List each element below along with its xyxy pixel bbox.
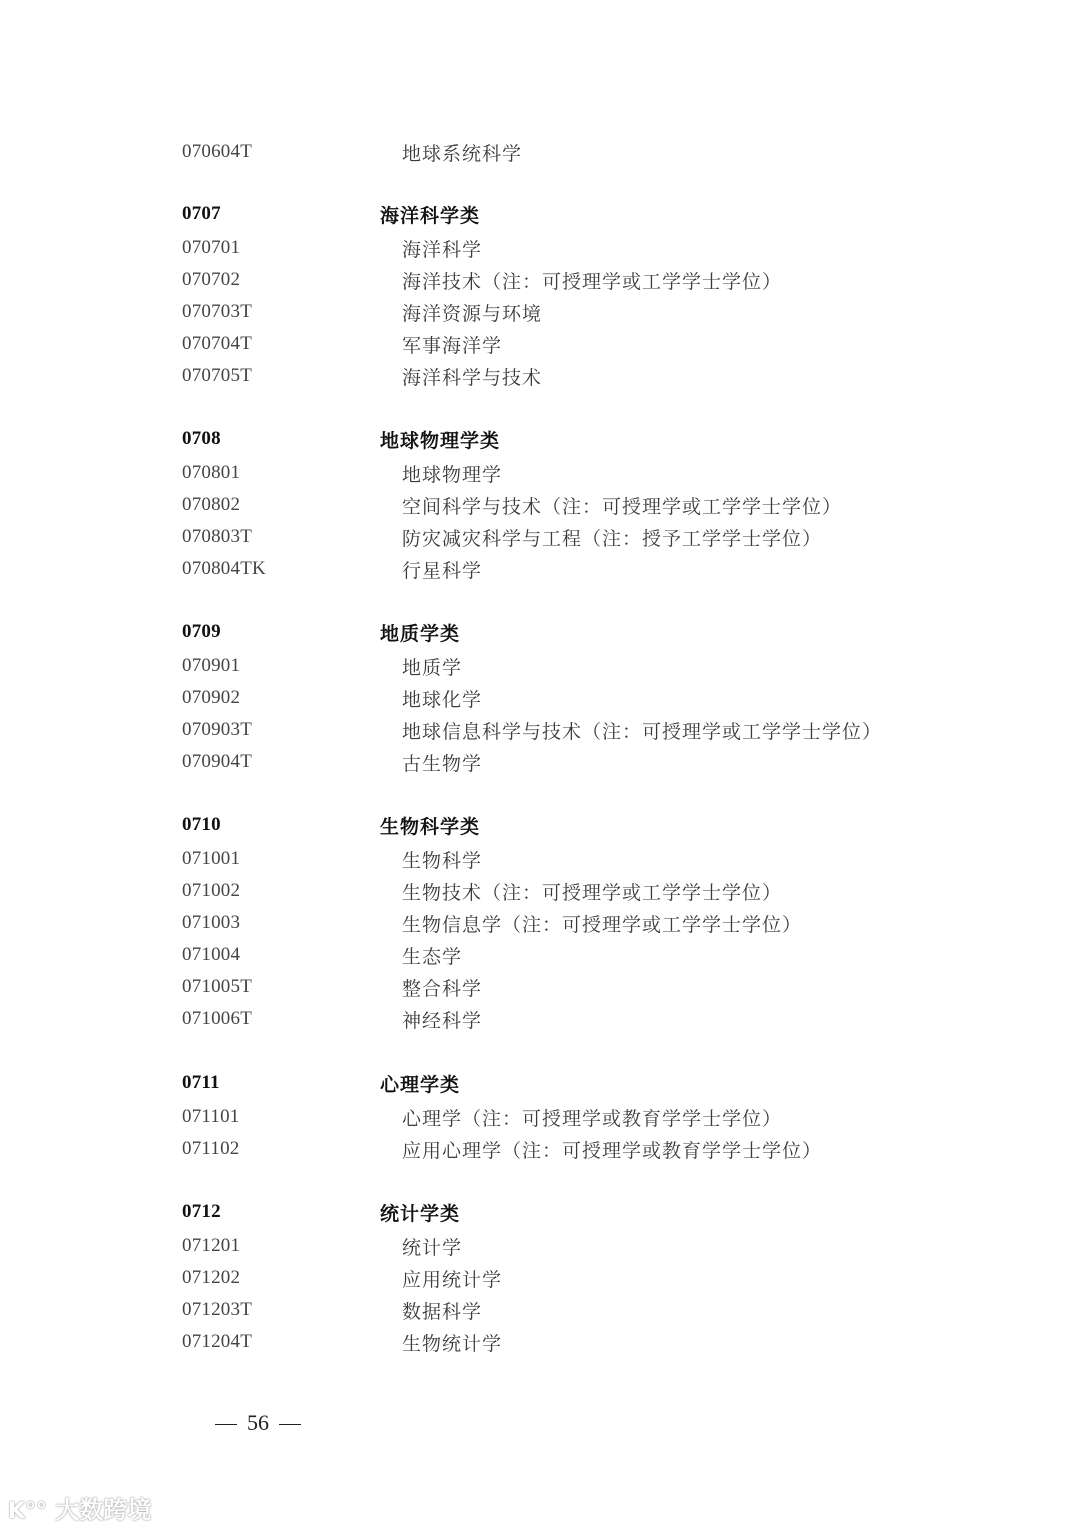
major-row xyxy=(0,364,1080,396)
category-code: 0709 xyxy=(182,621,221,642)
major-name: 海洋科学 xyxy=(402,239,483,261)
category-name: 地质学类 xyxy=(380,623,461,645)
major-row xyxy=(0,493,1080,525)
major-name: 地球系统科学 xyxy=(402,143,523,165)
major-code: 070705T xyxy=(182,365,253,386)
major-name: 防灾减灾科学与工程（注：授予工学学士学位） xyxy=(402,528,823,550)
major-code: 071005T xyxy=(182,976,253,997)
major-row xyxy=(0,1105,1080,1137)
major-name: 地质学 xyxy=(402,657,463,679)
major-row xyxy=(0,654,1080,686)
major-row xyxy=(0,718,1080,750)
major-name: 地球信息科学与技术（注：可授理学或工学学士学位） xyxy=(402,721,883,743)
major-code: 071006T xyxy=(182,1008,253,1029)
major-name: 生物统计学 xyxy=(402,1333,503,1355)
major-name: 应用心理学（注：可授理学或教育学学士学位） xyxy=(402,1140,823,1162)
category-row xyxy=(0,427,1080,459)
major-name: 统计学 xyxy=(402,1237,463,1259)
category-row xyxy=(0,1071,1080,1103)
major-name: 地球物理学 xyxy=(402,464,503,486)
major-name: 神经科学 xyxy=(402,1010,483,1032)
major-row xyxy=(0,847,1080,879)
major-name: 数据科学 xyxy=(402,1301,483,1323)
major-code: 071003 xyxy=(182,912,241,933)
major-name: 海洋科学与技术 xyxy=(402,367,543,389)
major-row xyxy=(0,140,1080,172)
category-name: 地球物理学类 xyxy=(380,430,501,452)
major-code: 070704T xyxy=(182,333,253,354)
category-name: 生物科学类 xyxy=(380,816,481,838)
major-row xyxy=(0,911,1080,943)
major-row xyxy=(0,525,1080,557)
major-code: 070903T xyxy=(182,719,253,740)
major-code: 070803T xyxy=(182,526,253,547)
major-code: 071201 xyxy=(182,1235,241,1256)
category-name: 统计学类 xyxy=(380,1203,461,1225)
category-row xyxy=(0,202,1080,234)
page-number xyxy=(205,1410,311,1436)
major-code: 071004 xyxy=(182,944,241,965)
category-code: 0711 xyxy=(182,1072,220,1093)
major-code: 070804TK xyxy=(182,558,266,579)
major-name: 地球化学 xyxy=(402,689,483,711)
major-row xyxy=(0,1234,1080,1266)
major-name: 空间科学与技术（注：可授理学或工学学士学位） xyxy=(402,496,843,518)
major-name: 应用统计学 xyxy=(402,1269,503,1291)
major-name: 行星科学 xyxy=(402,560,483,582)
major-row xyxy=(0,943,1080,975)
major-code: 070801 xyxy=(182,462,241,483)
dash-left xyxy=(215,1424,237,1425)
major-row xyxy=(0,1298,1080,1330)
major-code: 070901 xyxy=(182,655,241,676)
page-number-text: 56 xyxy=(247,1410,269,1435)
major-row xyxy=(0,268,1080,300)
major-code: 071204T xyxy=(182,1331,253,1352)
major-row xyxy=(0,1266,1080,1298)
major-code: 071202 xyxy=(182,1267,241,1288)
major-name: 军事海洋学 xyxy=(402,335,503,357)
major-row xyxy=(0,332,1080,364)
category-name: 海洋科学类 xyxy=(380,205,481,227)
major-row xyxy=(0,236,1080,268)
major-row xyxy=(0,686,1080,718)
major-row xyxy=(0,1137,1080,1169)
major-code: 070701 xyxy=(182,237,241,258)
category-row xyxy=(0,813,1080,845)
major-name: 整合科学 xyxy=(402,978,483,1000)
major-row xyxy=(0,300,1080,332)
major-code: 071102 xyxy=(182,1138,240,1159)
major-row xyxy=(0,975,1080,1007)
major-row xyxy=(0,1330,1080,1362)
major-name: 生物技术（注：可授理学或工学学士学位） xyxy=(402,882,783,904)
major-name: 生物科学 xyxy=(402,850,483,872)
major-code: 070702 xyxy=(182,269,241,290)
category-code: 0710 xyxy=(182,814,221,835)
category-code: 0708 xyxy=(182,428,221,449)
major-row xyxy=(0,461,1080,493)
major-code: 070802 xyxy=(182,494,241,515)
watermark-text: 大数跨境 xyxy=(55,1496,152,1524)
major-code: 070904T xyxy=(182,751,253,772)
major-code: 071002 xyxy=(182,880,241,901)
major-name: 生态学 xyxy=(402,946,463,968)
major-row xyxy=(0,557,1080,589)
major-code: 071001 xyxy=(182,848,241,869)
watermark-logo-icon: K°° xyxy=(8,1499,48,1524)
watermark xyxy=(8,1490,151,1525)
major-name: 生物信息学（注：可授理学或工学学士学位） xyxy=(402,914,803,936)
category-row xyxy=(0,1200,1080,1232)
major-row xyxy=(0,879,1080,911)
major-code: 070703T xyxy=(182,301,253,322)
major-name: 海洋资源与环境 xyxy=(402,303,543,325)
category-name: 心理学类 xyxy=(380,1074,461,1096)
major-row xyxy=(0,1007,1080,1039)
category-code: 0712 xyxy=(182,1201,221,1222)
major-row xyxy=(0,750,1080,782)
major-code: 071101 xyxy=(182,1106,240,1127)
category-row xyxy=(0,620,1080,652)
dash-right xyxy=(279,1424,301,1425)
category-code: 0707 xyxy=(182,203,221,224)
major-code: 071203T xyxy=(182,1299,253,1320)
major-code: 070604T xyxy=(182,141,253,162)
major-code: 070902 xyxy=(182,687,241,708)
major-name: 古生物学 xyxy=(402,753,483,775)
major-name: 海洋技术（注：可授理学或工学学士学位） xyxy=(402,271,783,293)
major-name: 心理学（注：可授理学或教育学学士学位） xyxy=(402,1108,783,1130)
